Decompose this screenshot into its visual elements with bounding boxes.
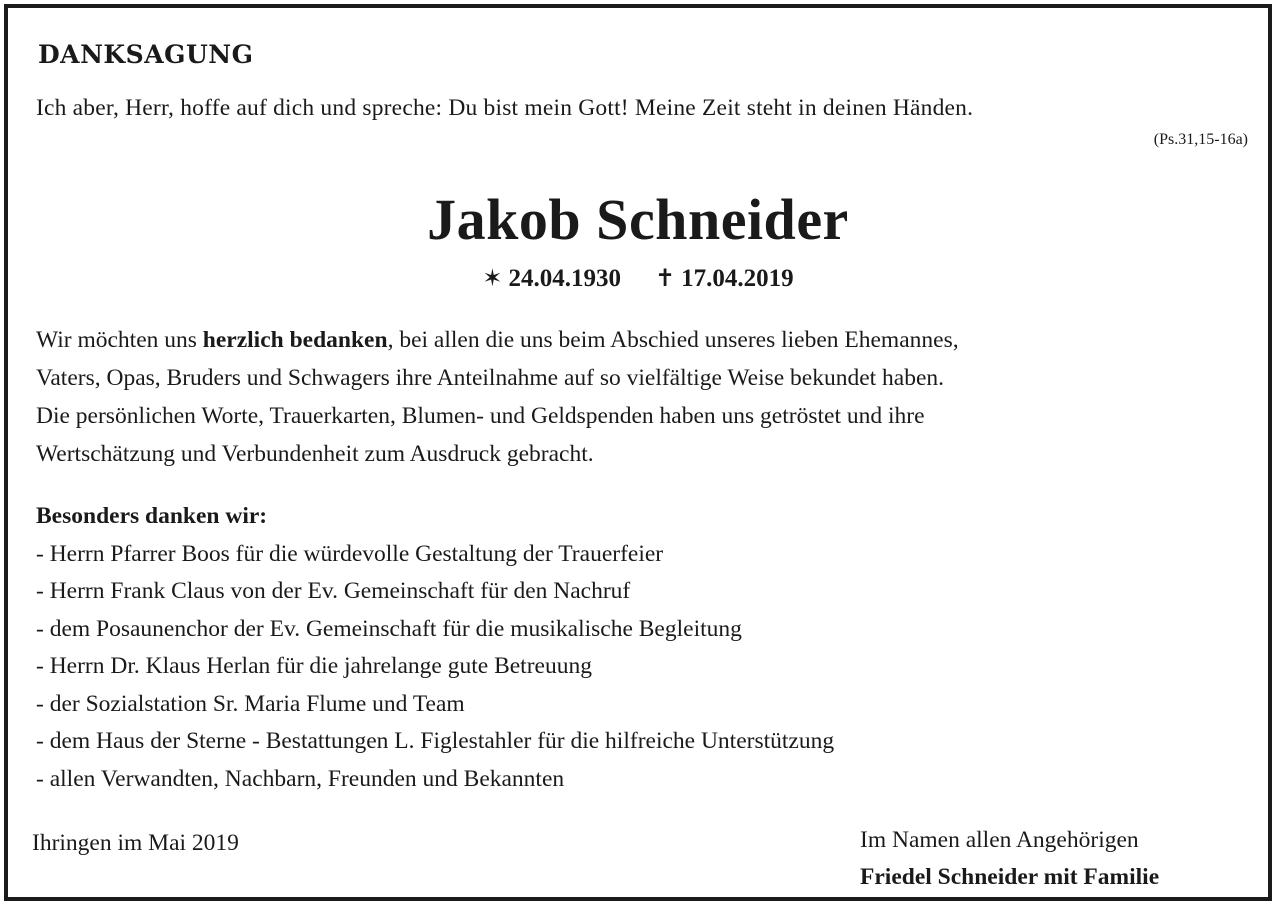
paragraph-line-2: Vaters, Opas, Bruders und Schwagers ihre Anteilnahme auf so vielfältige Weise bekundet haben. xyxy=(36,365,945,391)
notice-frame xyxy=(4,4,1272,901)
deceased-name: Jakob Schneider xyxy=(427,187,849,252)
paragraph-line-1 xyxy=(36,321,1276,359)
list-item: - Herrn Frank Claus von der Ev. Gemeinschaft für den Nachruf xyxy=(36,578,631,604)
special-thanks-title: Besonders danken wir: xyxy=(36,503,268,529)
notice-content xyxy=(8,8,1268,897)
signature-line-1: Im Namen allen Angehörigen xyxy=(860,827,1139,853)
paragraph-line-1-post: , bei allen die uns beim Abschied unseres lieben Ehemannes, xyxy=(387,327,959,353)
list-item: - dem Haus der Sterne - Bestattungen L. Figlestahler für die hilfreiche Unterstützung xyxy=(36,728,835,754)
death-date: 17.04.2019 xyxy=(681,265,794,292)
star-icon: ✶ xyxy=(482,266,503,292)
special-thanks xyxy=(36,498,834,798)
signature xyxy=(860,822,1159,896)
paragraph-line-1-pre: Wir möchten uns xyxy=(36,327,203,353)
verse: Ich aber, Herr, hoffe auf dich und spreche: Du bist mein Gott! Meine Zeit steht in deinen Händen. xyxy=(36,95,974,121)
birth-date: 24.04.1930 xyxy=(508,265,621,292)
paragraph-emphasis: herzlich bedanken xyxy=(202,327,388,353)
list-item: - allen Verwandten, Nachbarn, Freunden und Bekannten xyxy=(36,765,565,792)
list-item: - Herrn Pfarrer Boos für die würdevolle Gestaltung der Trauerfeier xyxy=(36,540,664,567)
paragraph-line-3: Die persönlichen Worte, Trauerkarten, Blumen- und Geldspenden haben uns getröstet und ihre xyxy=(36,403,925,429)
paragraph-line-4: Wertschätzung und Verbundenheit zum Ausdruck gebracht. xyxy=(36,441,594,467)
verse-reference: (Ps.31,15-16a) xyxy=(1153,131,1248,148)
thanks-paragraph xyxy=(36,321,1276,473)
list-item: - dem Posaunenchor der Ev. Gemeinschaft für die musikalische Begleitung xyxy=(36,615,742,642)
life-dates xyxy=(8,264,1268,293)
place-date: Ihringen im Mai 2019 xyxy=(32,830,239,856)
heading: DANKSAGUNG xyxy=(38,40,254,69)
cross-icon: ✝ xyxy=(655,266,676,292)
signature-line-2: Friedel Schneider mit Familie xyxy=(860,864,1160,890)
list-item: - Herrn Dr. Klaus Herlan für die jahrelange gute Betreuung xyxy=(36,653,592,679)
list-item: - der Sozialstation Sr. Maria Flume und Team xyxy=(36,690,465,717)
